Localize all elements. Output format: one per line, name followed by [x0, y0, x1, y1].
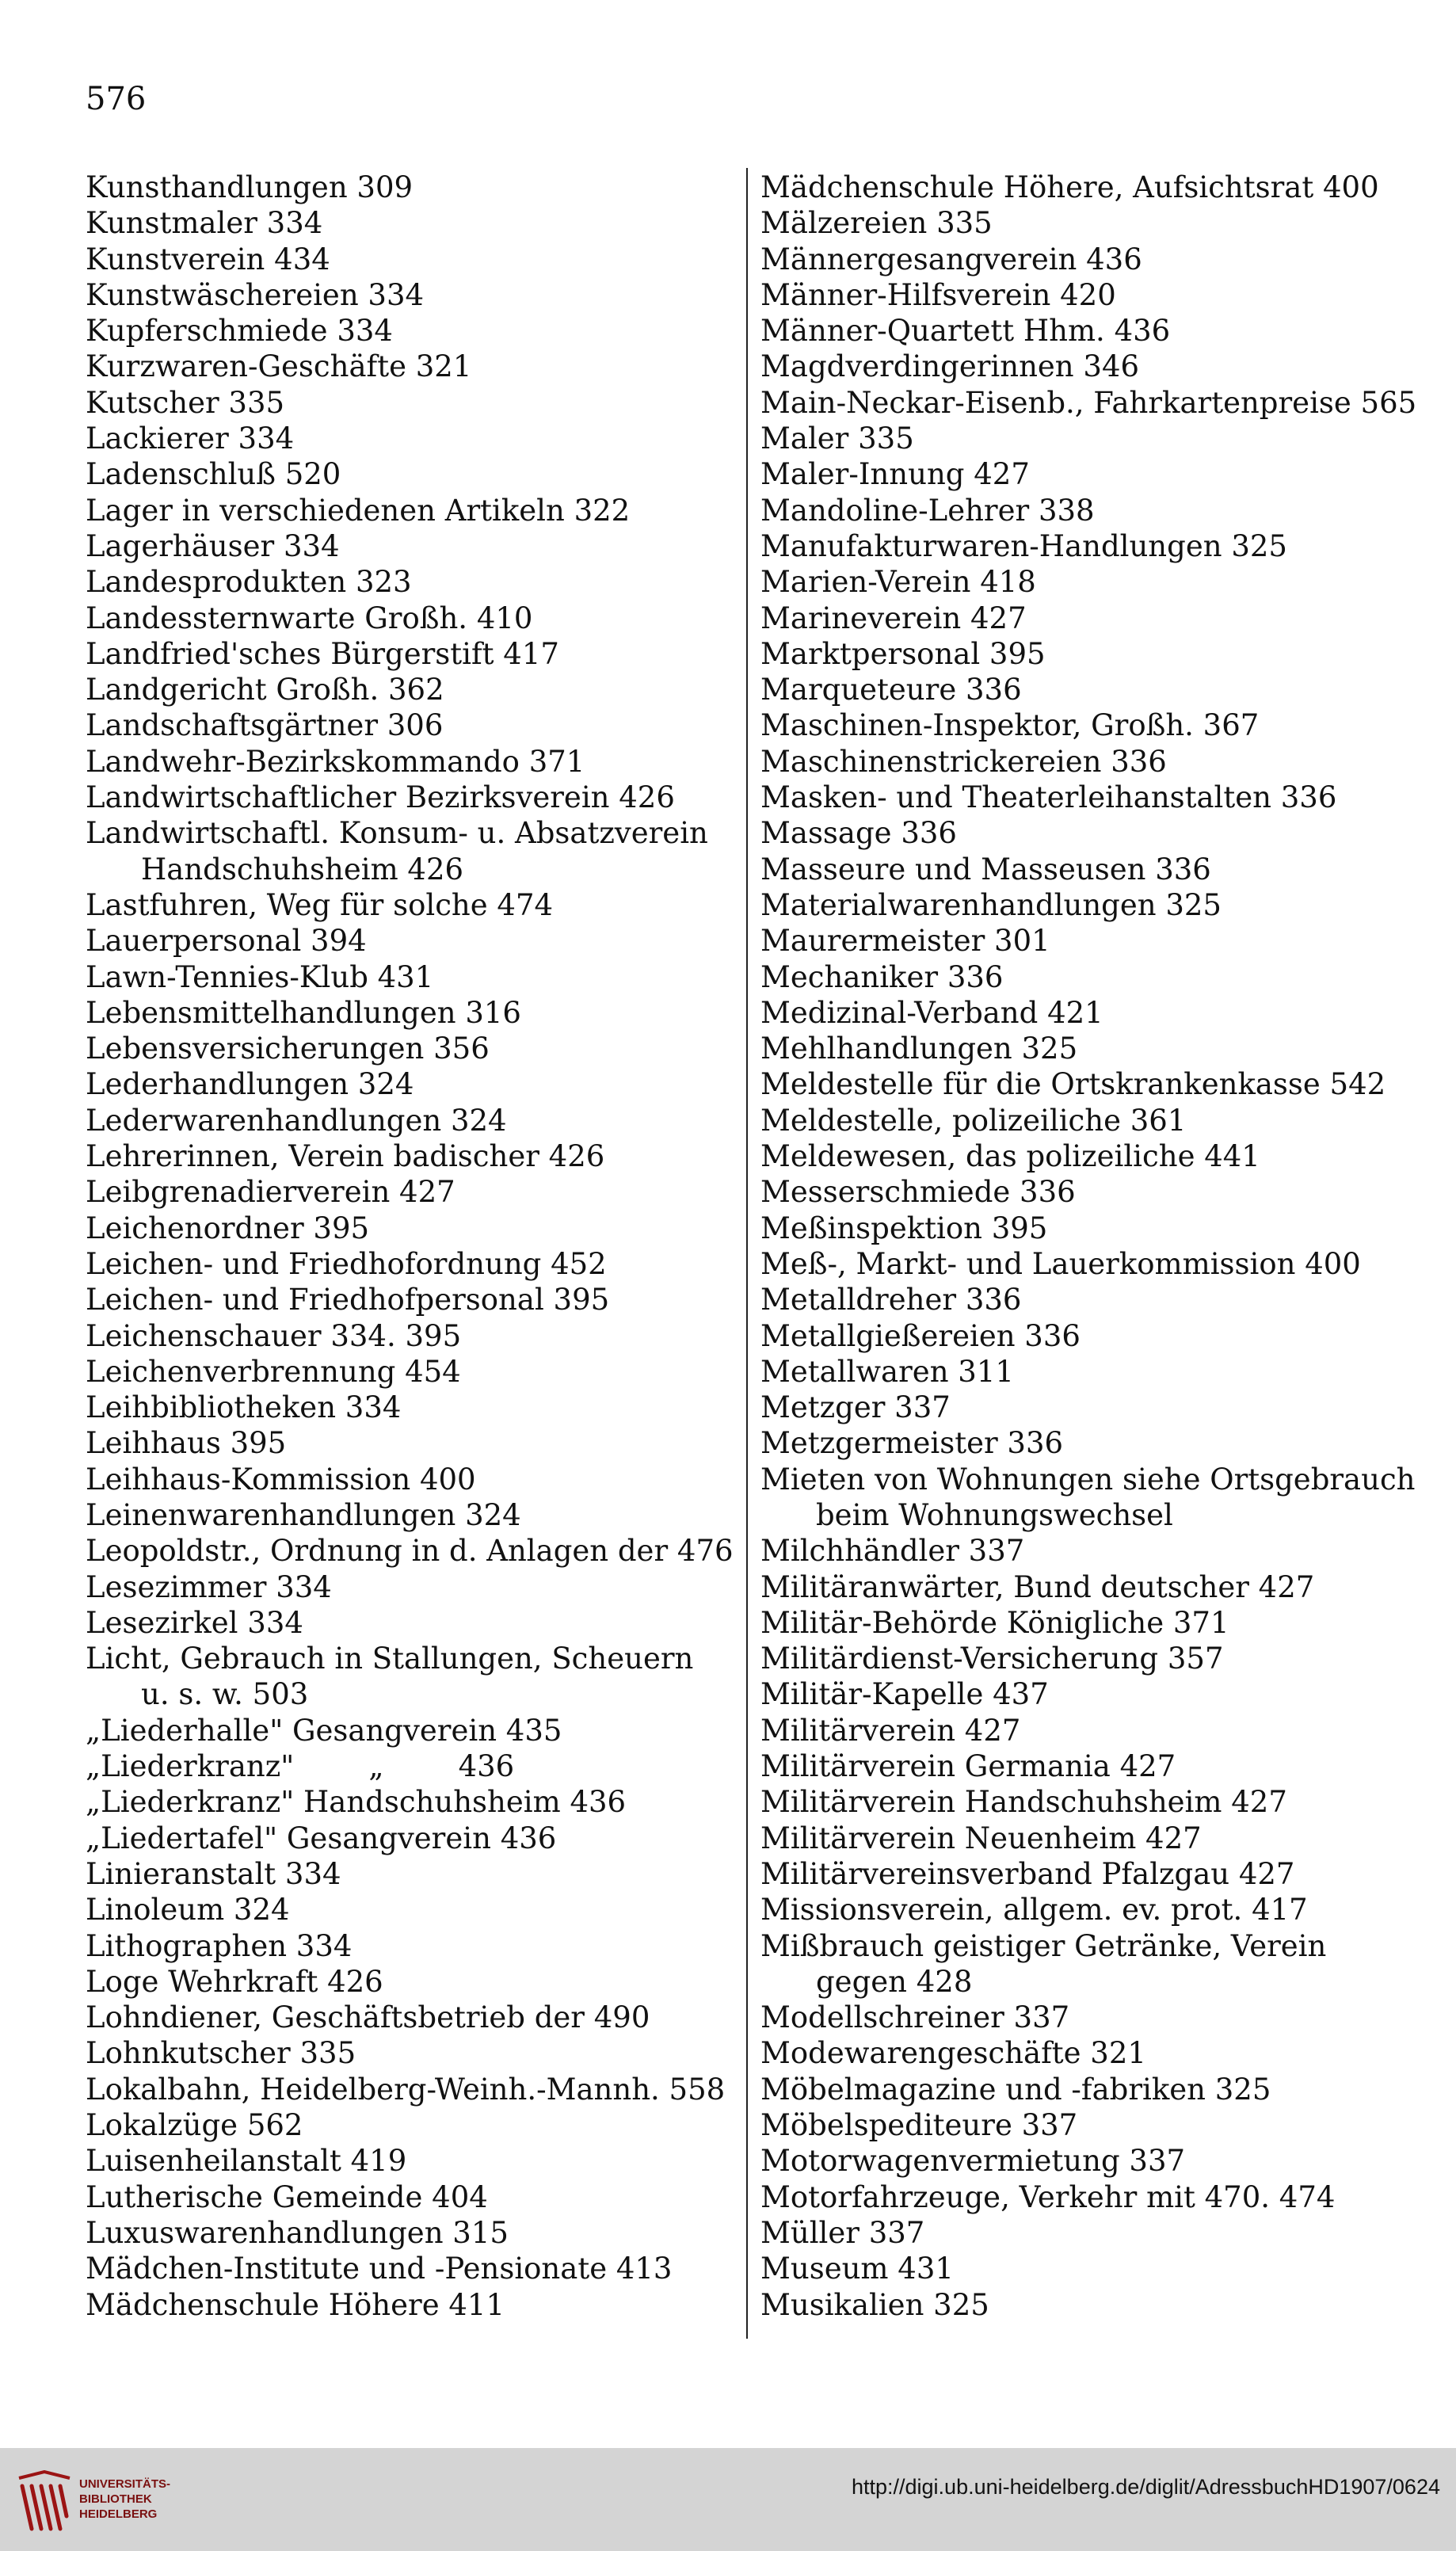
index-entry: Linoleum 324: [86, 1893, 290, 1928]
index-entry-continuation: beim Wohnungswechsel: [816, 1497, 1173, 1532]
index-entry: Lebensmittelhandlungen 316: [86, 995, 521, 1030]
index-entry: Loge Wehrkraft 426: [86, 1964, 383, 1999]
index-entry: Lehrerinnen, Verein badischer 426: [86, 1139, 605, 1174]
document-url-link[interactable]: http://digi.ub.uni-heidelberg.de/diglit/AdressbuchHD1907/0624: [851, 2475, 1440, 2499]
index-entry: Kutscher 335: [86, 385, 285, 420]
index-entry: Landwirtschaftl. Konsum- u. Absatzverein: [86, 816, 708, 851]
index-entry: Leibgrenadierverein 427: [86, 1175, 455, 1210]
index-entry: Leihhaus 395: [86, 1426, 287, 1461]
index-entry: Landfried'sches Bürgerstift 417: [86, 636, 559, 671]
index-entry: Mißbrauch geistiger Getränke, Verein: [760, 1928, 1327, 1963]
index-entry: Metallgießereien 336: [760, 1318, 1081, 1353]
index-entry: Masken- und Theaterleihanstalten 336: [760, 780, 1337, 815]
index-entry: Meldewesen, das polizeiliche 441: [760, 1139, 1260, 1174]
index-entry: Militäranwärter, Bund deutscher 427: [760, 1569, 1315, 1604]
index-entry: Landesprodukten 323: [86, 565, 412, 600]
index-entry: Meldestelle, polizeiliche 361: [760, 1103, 1187, 1138]
logo-line: HEIDELBERG: [79, 2507, 158, 2521]
index-entry: Lohnkutscher 335: [86, 2036, 356, 2071]
index-entry: Militärdienst-Versicherung 357: [760, 1642, 1224, 1676]
index-entry: Marineverein 427: [760, 601, 1027, 635]
index-entry: „Liederhalle" Gesangverein 435: [86, 1713, 562, 1748]
index-entry: Mädchenschule Höhere, Aufsichtsrat 400: [760, 170, 1379, 204]
index-entry: Licht, Gebrauch in Stallungen, Scheuern: [86, 1642, 694, 1676]
index-entry: Lederhandlungen 324: [86, 1067, 414, 1102]
index-entry: Mälzereien 335: [760, 206, 993, 241]
index-entry: Luisenheilanstalt 419: [86, 2144, 407, 2179]
index-entry: Meß-, Markt- und Lauerkommission 400: [760, 1246, 1361, 1281]
index-entry: Leihhaus-Kommission 400: [86, 1462, 476, 1497]
index-entry: Kurzwaren-Geschäfte 321: [86, 349, 472, 384]
index-entry: Motorfahrzeuge, Verkehr mit 470. 474: [760, 2179, 1336, 2214]
index-entry: Leihbibliotheken 334: [86, 1390, 402, 1425]
page-number: 576: [86, 81, 147, 117]
index-entry: Kupferschmiede 334: [86, 314, 393, 349]
index-entry: Motorwagenvermietung 337: [760, 2144, 1186, 2179]
index-entry: Modewarengeschäfte 321: [760, 2036, 1146, 2071]
index-entry: Main-Neckar-Eisenb., Fahrkartenpreise 565: [760, 385, 1417, 420]
index-entry: Kunstwäschereien 334: [86, 277, 425, 312]
index-entry: Leinenwarenhandlungen 324: [86, 1497, 521, 1532]
index-entry: Männer-Quartett Hhm. 436: [760, 314, 1171, 349]
index-entry: Marqueteure 336: [760, 673, 1022, 707]
index-entry: Leichen- und Friedhofpersonal 395: [86, 1283, 610, 1317]
index-column-left: [86, 170, 735, 2323]
index-entry: Militärverein 427: [760, 1713, 1021, 1748]
index-entry: Massage 336: [760, 816, 957, 851]
index-entry: Lager in verschiedenen Artikeln 322: [86, 493, 631, 528]
index-entry: Maschinen-Inspektor, Großh. 367: [760, 708, 1260, 743]
index-entry: Marktpersonal 395: [760, 636, 1046, 671]
index-entry: Möbelmagazine und -fabriken 325: [760, 2072, 1271, 2107]
index-entry: Metallwaren 311: [760, 1354, 1014, 1389]
index-entry: Modellschreiner 337: [760, 2000, 1070, 2035]
index-entry: Ladenschluß 520: [86, 457, 341, 492]
index-entry: Museum 431: [760, 2252, 954, 2286]
index-entry: Lawn-Tennies-Klub 431: [86, 959, 434, 994]
index-entry: Landwehr-Bezirkskommando 371: [86, 744, 585, 779]
index-entry: Materialwarenhandlungen 325: [760, 887, 1222, 922]
index-entry: Maler 335: [760, 421, 914, 456]
index-entry: Lagerhäuser 334: [86, 528, 340, 563]
index-entry: Landschaftsgärtner 306: [86, 708, 444, 743]
index-entry: Militär-Behörde Königliche 371: [760, 1605, 1229, 1640]
index-entry: Lohndiener, Geschäftsbetrieb der 490: [86, 2000, 650, 2035]
index-entry: Lokalbahn, Heidelberg-Weinh.-Mannh. 558: [86, 2072, 726, 2107]
index-entry: Militär-Kapelle 437: [760, 1677, 1049, 1712]
index-entry: Militärverein Neuenheim 427: [760, 1821, 1202, 1855]
index-entry: Landwirtschaftlicher Bezirksverein 426: [86, 780, 675, 815]
index-entry-continuation: Handschuhsheim 426: [141, 852, 464, 887]
index-entry: Metalldreher 336: [760, 1283, 1022, 1317]
logo-line: BIBLIOTHEK: [79, 2492, 152, 2506]
index-entry: Lithographen 334: [86, 1928, 353, 1963]
index-entry: Maler-Innung 427: [760, 457, 1030, 492]
index-entry: Leichenverbrennung 454: [86, 1354, 461, 1389]
index-entry: Lederwarenhandlungen 324: [86, 1103, 507, 1138]
index-entry: Mandoline-Lehrer 338: [760, 493, 1095, 528]
index-entry: Linieranstalt 334: [86, 1856, 341, 1891]
index-entry: Maurermeister 301: [760, 924, 1050, 959]
index-entry: Marien-Verein 418: [760, 565, 1036, 600]
index-entry: Landgericht Großh. 362: [86, 673, 444, 707]
index-entry: Metzgermeister 336: [760, 1426, 1064, 1461]
index-entry: Lokalzüge 562: [86, 2108, 303, 2143]
index-entry: Musikalien 325: [760, 2287, 989, 2322]
index-entry: Männergesangverein 436: [760, 242, 1142, 276]
index-entry: Leichenschauer 334. 395: [86, 1318, 462, 1353]
index-entry: Militärverein Germania 427: [760, 1749, 1176, 1784]
index-entry: Lutherische Gemeinde 404: [86, 2179, 488, 2214]
index-entry: Maschinenstrickereien 336: [760, 744, 1167, 779]
index-entry: Militärverein Handschuhsheim 427: [760, 1785, 1287, 1820]
index-column-right: [760, 170, 1418, 2323]
index-entry: Leopoldstr., Ordnung in d. Anlagen der 476: [86, 1534, 734, 1569]
index-entry-continuation: gegen 428: [816, 1964, 973, 1999]
index-entry: Lesezirkel 334: [86, 1605, 303, 1640]
index-entry: Mehlhandlungen 325: [760, 1031, 1078, 1066]
index-entry: Landessternwarte Großh. 410: [86, 601, 533, 635]
index-entry: Männer-Hilfsverein 420: [760, 277, 1116, 312]
university-library-name: [79, 2477, 170, 2522]
index-entry: Mechaniker 336: [760, 959, 1004, 994]
index-entry: „Liedertafel" Gesangverein 436: [86, 1821, 557, 1855]
index-entry: „Liederkranz" Handschuhsheim 436: [86, 1785, 627, 1820]
viewer-footer: [0, 2448, 1456, 2551]
index-entry: Militärvereinsverband Pfalzgau 427: [760, 1856, 1295, 1891]
index-entry: Kunstmaler 334: [86, 206, 323, 241]
index-entry: Magdverdingerinnen 346: [760, 349, 1140, 384]
index-entry: Milchhändler 337: [760, 1534, 1025, 1569]
index-entry: Leichenordner 395: [86, 1211, 370, 1245]
index-entry: Metzger 337: [760, 1390, 951, 1425]
index-entry: Kunstverein 434: [86, 242, 330, 276]
index-entry: Müller 337: [760, 2215, 925, 2250]
index-entry: „Liederkranz" „ 436: [86, 1749, 515, 1784]
index-entry: Mädchenschule Höhere 411: [86, 2287, 505, 2322]
logo-line: UNIVERSITÄTS-: [79, 2477, 171, 2491]
index-entry: Manufakturwaren-Handlungen 325: [760, 528, 1287, 563]
index-entry: Medizinal-Verband 421: [760, 995, 1103, 1030]
index-entry-continuation: u. s. w. 503: [141, 1677, 309, 1712]
index-entry: Lesezimmer 334: [86, 1569, 332, 1604]
index-entry: Kunsthandlungen 309: [86, 170, 414, 204]
index-entry: Messerschmiede 336: [760, 1175, 1076, 1210]
index-entry: Missionsverein, allgem. ev. prot. 417: [760, 1893, 1308, 1928]
index-entry: Meldestelle für die Ortskrankenkasse 542: [760, 1067, 1386, 1102]
index-entry: Mieten von Wohnungen siehe Ortsgebrauch: [760, 1462, 1416, 1497]
index-entry: Meßinspektion 395: [760, 1211, 1048, 1245]
index-entry: Möbelspediteure 337: [760, 2108, 1078, 2143]
index-entry: Lastfuhren, Weg für solche 474: [86, 887, 554, 922]
index-entry: Mädchen-Institute und -Pensionate 413: [86, 2252, 673, 2286]
index-entry: Lebensversicherungen 356: [86, 1031, 490, 1066]
university-library-logo-icon: [16, 2470, 73, 2532]
column-divider: [746, 168, 748, 2339]
index-entry: Masseure und Masseusen 336: [760, 852, 1211, 887]
index-entry: Leichen- und Friedhofordnung 452: [86, 1246, 607, 1281]
index-entry: Lackierer 334: [86, 421, 295, 456]
index-entry: Luxuswarenhandlungen 315: [86, 2215, 509, 2250]
index-entry: Lauerpersonal 394: [86, 924, 367, 959]
